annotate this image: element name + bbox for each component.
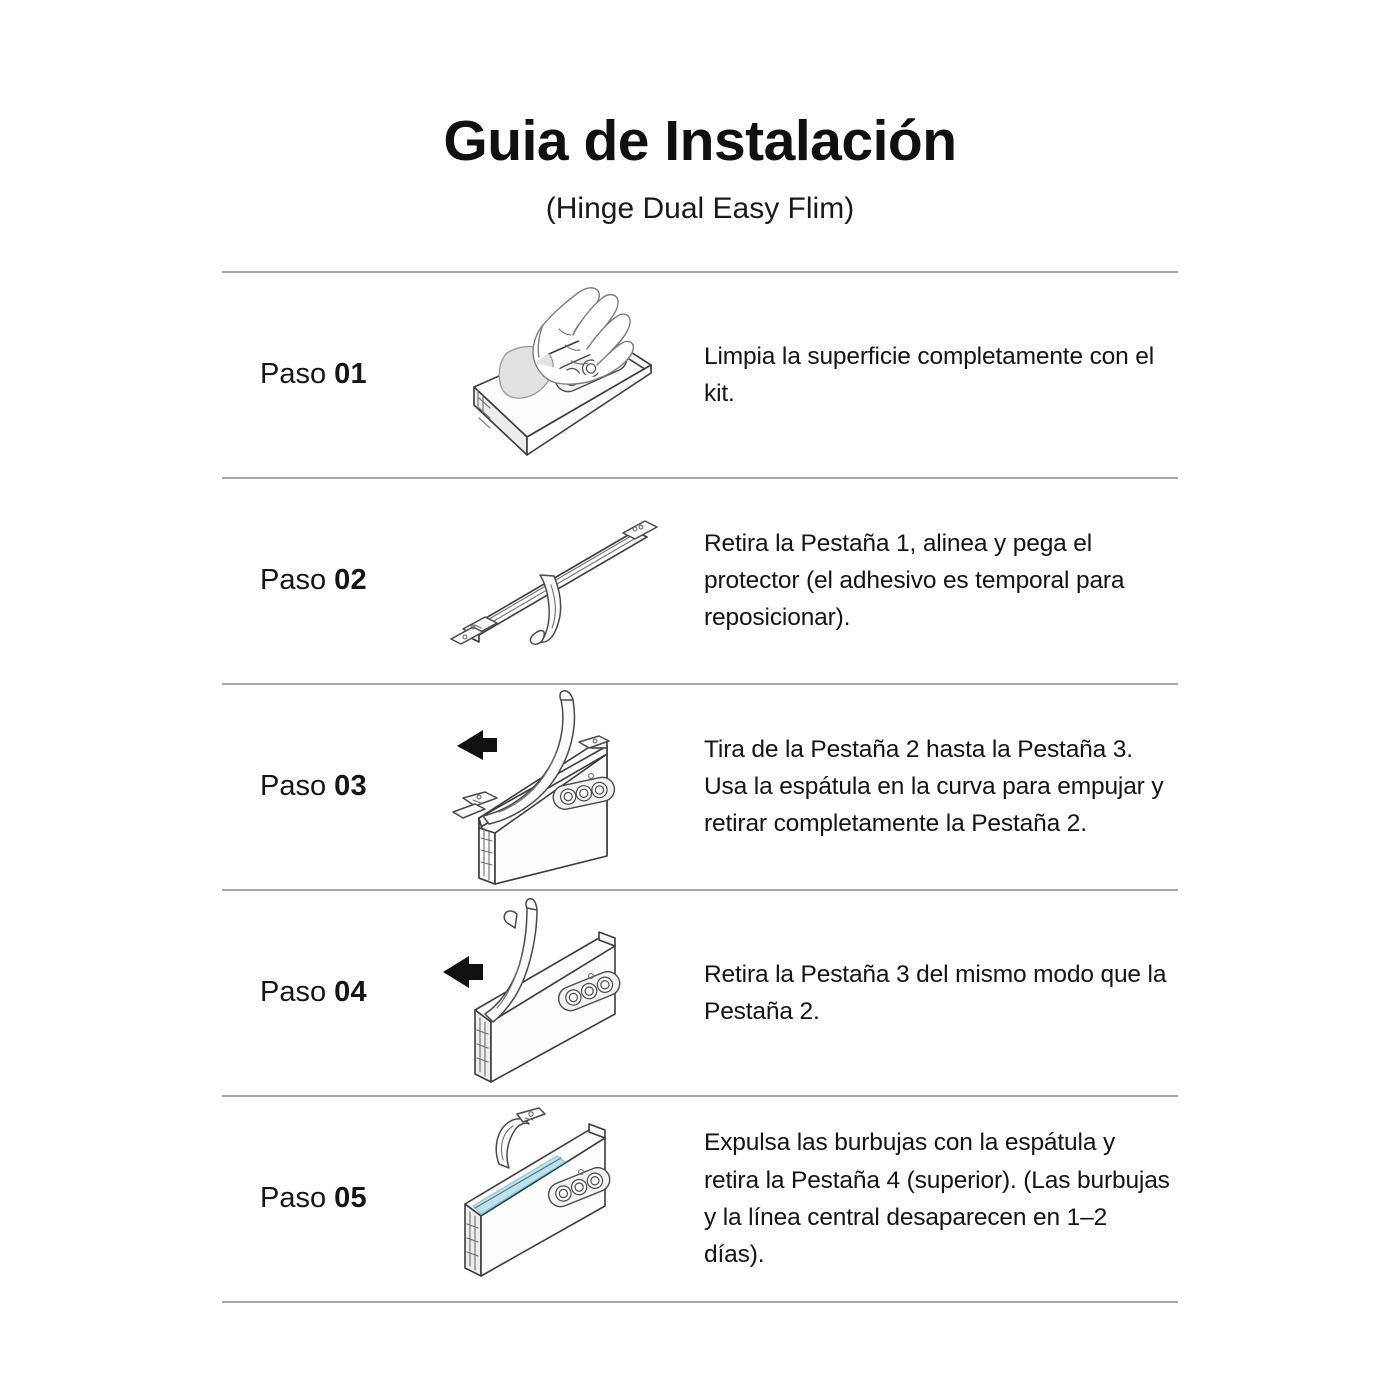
step-label-word-05: Paso	[260, 1182, 327, 1215]
step-label-num-01: 01	[334, 358, 367, 391]
direction-arrow-icon	[443, 956, 483, 988]
step-label-word-01: Paso	[260, 358, 327, 391]
step-text-05: Expulsa las burbujas con la espátula y retira la Pestaña 4 (superior). (Las burbujas y la línea central desaparecen en 1–2 días).	[704, 1129, 1170, 1269]
step-text-04: Retira la Pestaña 3 del mismo modo que la Pestaña 2.	[704, 960, 1167, 1025]
page-subtitle: (Hinge Dual Easy Flim)	[545, 191, 855, 225]
step-row-05	[222, 1097, 1178, 1303]
step-row-02	[222, 479, 1178, 685]
step-figure-02	[418, 501, 690, 661]
step-label-04	[222, 976, 418, 1009]
step-label-02	[222, 564, 418, 597]
direction-arrow-icon	[457, 730, 497, 760]
step-label-word-03: Paso	[260, 770, 327, 803]
step-figure-01	[418, 277, 690, 473]
step-label-num-03: 03	[334, 770, 367, 803]
phone-pull-tab3-arrow-illustration	[439, 894, 669, 1092]
step-label-word-04: Paso	[260, 976, 327, 1009]
step-row-04	[222, 891, 1178, 1097]
step-label-05	[222, 1182, 418, 1215]
page-title: Guia de Instalación	[443, 109, 957, 173]
phone-edge-tab1-illustration	[439, 501, 669, 661]
step-label-word-02: Paso	[260, 564, 327, 597]
step-text-02: Retira la Pestaña 1, alinea y pega el protector (el adhesivo es temporal para reposicionar).	[704, 529, 1125, 632]
step-label-num-02: 02	[334, 564, 367, 597]
step-figure-03	[418, 688, 690, 886]
step-text-01: Limpia la superficie completamente con el kit.	[704, 342, 1155, 407]
step-label-num-04: 04	[334, 976, 367, 1009]
step-row-03	[222, 685, 1178, 891]
step-text-03: Tira de la Pestaña 2 hasta la Pestaña 3. Usa la espátula en la curva para empujar y retirar completamente la Pestaña 2.	[704, 735, 1164, 838]
step-label-num-05: 05	[334, 1182, 367, 1215]
step-figure-05	[418, 1100, 690, 1298]
phone-bubbles-tab4-illustration	[439, 1100, 669, 1298]
step-figure-04	[418, 894, 690, 1092]
steps-list	[222, 271, 1178, 1303]
step-label-01	[222, 358, 418, 391]
phone-pull-tab2-arrow-illustration	[439, 688, 669, 886]
step-row-01	[222, 273, 1178, 479]
phone-wipe-hand-illustration	[439, 277, 669, 473]
guide-header	[0, 0, 1400, 225]
step-label-03	[222, 770, 418, 803]
